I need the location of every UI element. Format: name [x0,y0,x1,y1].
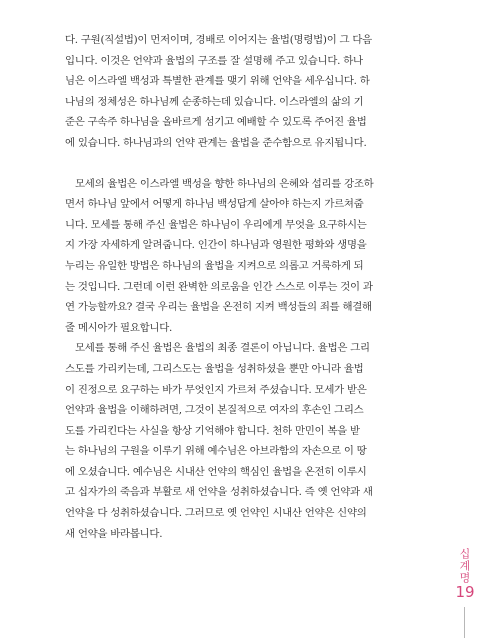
paragraph-3 [65,338,438,544]
text-line: 님은 이스라엘 백성과 특별한 관계를 맺기 위해 언약을 세우십니다. 하 [65,75,370,88]
page-number: 19 [455,583,475,601]
text-line: 새 언약을 바라봅니다. [65,527,163,540]
text-line: 는 하나님의 구원을 이루기 위해 예수님은 아브라함의 자손으로 이 땅 [65,445,367,458]
text-line: 준은 구속주 하나님을 올바르게 섬기고 예배할 수 있도록 주어진 율법 [65,116,367,129]
text-line: 나님의 정체성은 하나님께 순종하는데 있습니다. 이스라엘의 삶의 기 [65,95,364,108]
paragraph-2 [65,174,438,339]
text-line: 누리는 유일한 방법은 하나님의 율법을 지켜으로 의롭고 거룩하게 되 [65,259,364,272]
text-line: 연 가능할까요? 결국 우리는 율법을 온전히 지켜 백성들의 죄를 해결해 [65,301,372,314]
text-line: 모세를 통해 주신 율법은 율법의 최종 결론이 아닙니다. 율법은 그리 [75,342,370,355]
text-line: 니다. 모세를 통해 주신 율법은 하나님이 우리에게 무엇을 요구하시는 [65,218,367,231]
text-line: 도를 가리킨다는 사실을 항상 기억해야 합니다. 천하 만민이 복을 받 [65,424,360,437]
page-body [65,30,438,544]
paragraph-gap [65,154,438,174]
text-line: 모세의 율법은 이스라엘 백성을 향한 하나님의 은혜와 섭리를 강조하 [75,177,374,190]
text-line: 다. 구원(직설법)이 먼저이며, 경배로 이어지는 율법(명령법)이 그 다음 [65,34,372,46]
text-line: 는 것입니다. 그런데 이런 완벽한 의로움을 인간 스스로 이루는 것이 과 [65,280,373,293]
text-line: 고 십자가의 죽음과 부활로 새 언약을 성취하셨습니다. 즉 옛 언약과 새 [65,486,373,499]
text-line: 이 진정으로 요구하는 바가 무엇인지 가르쳐 주셨습니다. 모세가 받은 [65,383,367,396]
text-line: 스도를 가리키는데, 그리스도는 율법을 성취하셨을 뿐만 아니라 율법 [65,362,364,375]
paragraph-1 [65,30,438,154]
page-number-rule [464,607,465,638]
text-line: 면서 하나님 앞에서 어떻게 하나님 백성답게 살아야 하는지 가르쳐줍 [65,198,364,211]
text-line: 지 가장 자세하게 알려줍니다. 인간이 하나님과 영원한 평화와 생명을 [65,239,367,252]
text-line: 언약을 다 성취하셨습니다. 그러므로 옛 언약인 시내산 언약은 신약의 [65,507,367,520]
text-line: 에 오셨습니다. 예수님은 시내산 언약의 핵심인 율법을 온전히 이루시 [65,465,367,478]
text-line: 에 있습니다. 하나님과의 언약 관계는 율법을 준수함으로 유지됩니다. [65,136,367,149]
side-section-title: 십계명 [458,548,471,584]
text-line: 입니다. 이것은 언약과 율법의 구조를 잘 설명해 주고 있습니다. 하나 [65,54,363,67]
text-line: 언약과 율법을 이해하려면, 그것이 본질적으로 여자의 후손인 그리스 [65,404,364,417]
text-line: 줄 메시아가 필요합니다. [65,321,173,334]
